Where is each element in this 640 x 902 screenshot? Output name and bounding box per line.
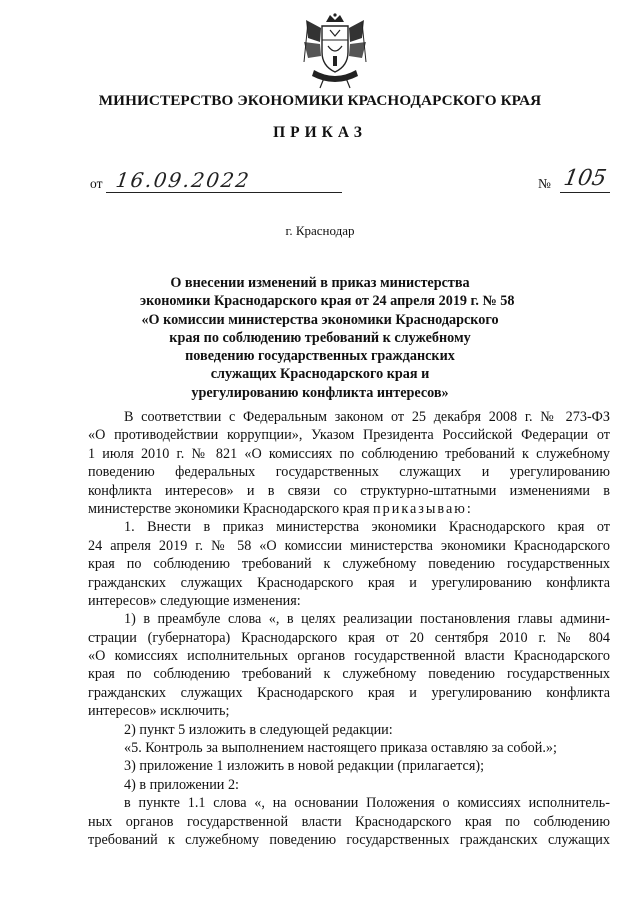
body-text: министерстве экономики Краснодарского края (88, 500, 370, 517)
ministry-heading: МИНИСТЕРСТВО ЭКОНОМИКИ КРАСНОДАРСКОГО КРАЯ (98, 92, 542, 109)
body-line: края по соблюдению требований к служебному поведению государственных (88, 666, 610, 683)
body-line: края по соблюдению требований к служебному поведению государственных (88, 556, 610, 573)
body-line: поведению федеральных государственных служащих и урегулированию (88, 464, 610, 481)
body-line: 1. Внести в приказ министерства экономики Краснодарского края от (124, 519, 610, 536)
order-body (88, 408, 610, 849)
body-line: гражданских служащих Краснодарского края и урегулированию конфликта (88, 574, 610, 591)
body-line: интересов» следующие изменения: (88, 592, 301, 609)
body-line: ных органов государственной власти Краснодарского края по соблюдению (88, 813, 610, 830)
body-line (88, 500, 610, 518)
body-line: в пункте 1.1 слова «, на основании Положения о комиссиях исполнитель- (124, 795, 610, 812)
body-line: «О комиссиях исполнительных органов государственной власти Краснодарского (88, 648, 610, 665)
body-line: 3) приложение 1 изложить в новой редакции (прилагается); (124, 758, 485, 775)
body-line: требований к служебному поведению государственных гражданских служащих (88, 831, 610, 848)
body-line: 1 июля 2010 г. № 821 «О комиссиях по соблюдению требований к служебному (88, 445, 610, 462)
title-line: экономики Краснодарского края от 24 апреля 2019 г. № 58 (140, 293, 515, 310)
date-label: от (90, 176, 103, 191)
date-number-row (90, 166, 610, 196)
number-label: № (538, 176, 551, 191)
date-underline (106, 192, 342, 193)
body-line: конфликта интересов» и в связи со структурно-штатными изменениями в (88, 482, 610, 499)
body-line: гражданских служащих Краснодарского края и урегулированию конфликта (88, 684, 610, 701)
title-line: края по соблюдению требований к служебному (169, 329, 471, 346)
body-line: «5. Контроль за выполнением настоящего приказа оставляю за собой.»; (124, 740, 557, 757)
body-line: 4) в приложении 2: (124, 776, 239, 793)
body-line: 1) в преамбуле слова «, в целях реализации постановления главы админи- (124, 611, 610, 628)
number-handwritten-value: 105 (561, 166, 609, 191)
title-line: служащих Краснодарского края и (210, 366, 430, 383)
title-line: урегулированию конфликта интересов» (191, 384, 449, 401)
body-line: В соответствии с Федеральным законом от 25 декабря 2008 г. № 273-ФЗ (124, 409, 610, 425)
title-line: «О комиссии министерства экономики Краснодарского (141, 311, 499, 328)
coat-of-arms-emblem-icon (300, 12, 370, 90)
body-line: «О противодействии коррупции», Указом Президента Российской Федерации от (88, 427, 610, 444)
order-verb: приказываю: (373, 500, 473, 517)
body-line: 24 апреля 2019 г. № 58 «О комиссии министерства экономики Краснодарского (88, 537, 610, 554)
body-line: 2) пункт 5 изложить в следующей редакции: (124, 721, 393, 738)
date-handwritten-value: 16.09.2022 (114, 168, 253, 192)
city-line: г. Краснодар (285, 223, 355, 238)
number-underline (560, 192, 610, 193)
title-line: поведению государственных гражданских (185, 348, 455, 365)
order-title (140, 274, 515, 402)
title-line: О внесении изменений в приказ министерства (170, 275, 470, 291)
body-line: интересов» исключить; (88, 703, 230, 720)
document-type-title: ПРИКАЗ (273, 124, 367, 141)
body-line: страции (губернатора) Краснодарского края от 20 сентября 2010 г. № 804 (88, 629, 610, 646)
